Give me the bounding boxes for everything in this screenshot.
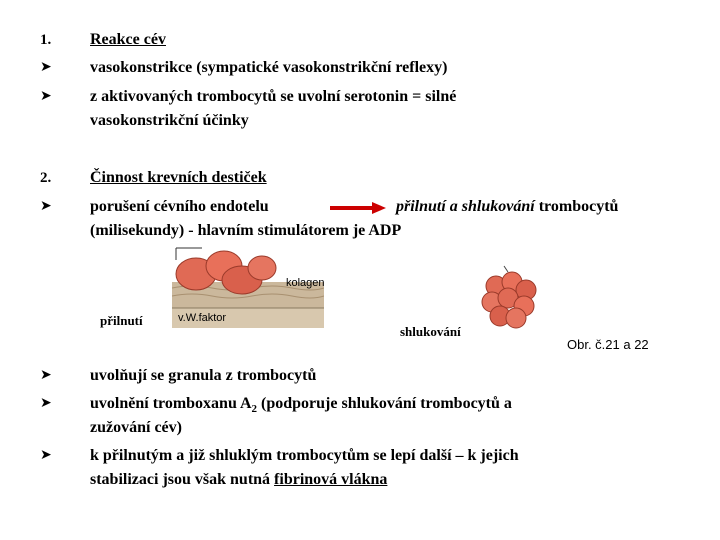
section1-number: 1. bbox=[40, 32, 52, 48]
aggregation-figure bbox=[474, 262, 546, 332]
bullet-arrow-icon: ➤ bbox=[40, 89, 52, 104]
bullet-arrow-icon: ➤ bbox=[40, 448, 52, 463]
section3-bullet2-pre: uvolnění tromboxanu A bbox=[90, 395, 252, 412]
section3-bullet2-post: (podporuje shlukování trombocytů a bbox=[257, 395, 512, 412]
figure-reference: Obr. č.21 a 22 bbox=[567, 337, 649, 352]
aggregation-caption: shlukování bbox=[400, 324, 461, 339]
section3-bullet2-line2: zužování cév) bbox=[90, 419, 182, 436]
section3-bullet2 bbox=[90, 394, 512, 419]
section3-bullet1: uvolňují se granula z trombocytů bbox=[90, 367, 317, 384]
section2-emphasis: přilnutí a shlukování bbox=[396, 198, 535, 215]
bullet-arrow-icon: ➤ bbox=[40, 199, 52, 214]
section1-title: Reakce cév bbox=[90, 31, 166, 48]
section3-bullet2-sub: 2 bbox=[251, 403, 258, 416]
section3-bullet3-line2 bbox=[90, 470, 387, 490]
section1-bullet2-line1: z aktivovaných trombocytů se uvolní serotonin = silné bbox=[90, 88, 457, 105]
kolagen-label: kolagen bbox=[286, 277, 325, 289]
fibrin-link: fibrinová vlákna bbox=[274, 471, 388, 488]
bullet-arrow-icon: ➤ bbox=[40, 60, 52, 75]
section2-number: 2. bbox=[40, 170, 52, 186]
red-arrow-icon bbox=[330, 201, 386, 215]
section1-bullet1: vasokonstrikce (sympatické vasokonstrikční reflexy) bbox=[90, 59, 448, 76]
section3-bullet3-line2-pre: stabilizaci jsou však nutná bbox=[90, 471, 275, 488]
section2-title: Činnost krevních destiček bbox=[90, 169, 267, 186]
vwf-label: v.W.faktor bbox=[178, 312, 227, 324]
bullet-arrow-icon: ➤ bbox=[40, 368, 52, 383]
section1-bullet2-line2: vasokonstrikční účinky bbox=[90, 112, 249, 129]
section2-bullet-part2-3 bbox=[396, 197, 618, 217]
section2-bullet-line2: (milisekundy) - hlavním stimulátorem je ADP bbox=[90, 222, 402, 239]
adhesion-caption: přilnutí bbox=[100, 313, 143, 328]
section2-bullet-part1: porušení cévního endotelu bbox=[90, 198, 269, 215]
bullet-arrow-icon: ➤ bbox=[40, 396, 52, 411]
section3-bullet3-line1: k přilnutým a již shluklým trombocytům se lepí další – k jejich bbox=[90, 447, 519, 464]
section2-bullet-part3: trombocytů bbox=[534, 198, 619, 215]
